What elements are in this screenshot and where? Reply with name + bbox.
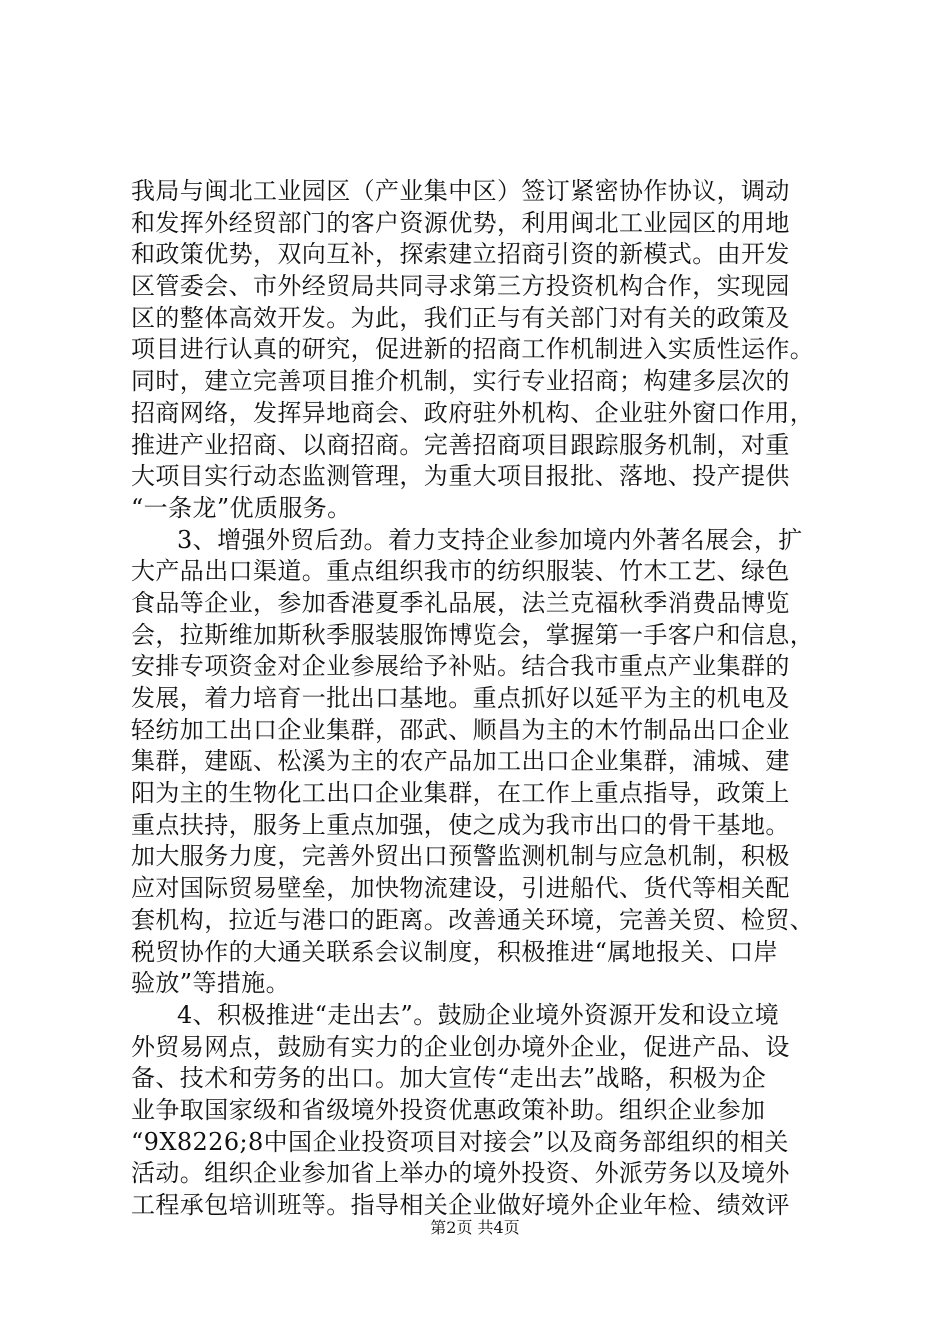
text-line: 外贸易网点，鼓励有实力的企业创办境外企业，促进产品、设	[131, 1032, 790, 1061]
text-line: 推进产业招商、以商招商。完善招商项目跟踪服务机制，对重	[131, 430, 790, 459]
text-line: 区的整体高效开发。为此，我们正与有关部门对有关的政策及	[131, 303, 790, 332]
text-line: 区管委会、市外经贸局共同寻求第三方投资机构合作，实现园	[131, 272, 790, 301]
page-footer: 第2页 共4页	[430, 1218, 520, 1237]
text-line: 安排专项资金对企业参展给予补贴。结合我市重点产业集群的	[131, 652, 790, 681]
text-line: 和发挥外经贸部门的客户资源优势，利用闽北工业园区的用地	[131, 208, 790, 237]
text-line: 3、增强外贸后劲。着力支持企业参加境内外著名展会，扩	[177, 525, 803, 554]
text-line: 食品等企业，参加香港夏季礼品展，法兰克福秋季消费品博览	[131, 588, 790, 617]
text-line: 应对国际贸易壁垒，加快物流建设，引进船代、货代等相关配	[131, 874, 790, 903]
text-line: 发展，着力培育一批出口基地。重点抓好以延平为主的机电及	[131, 684, 790, 712]
text-line: 活动。组织企业参加省上举办的境外投资、外派劳务以及境外	[131, 1159, 790, 1188]
text-line: 招商网络，发挥异地商会、政府驻外机构、企业驻外窗口作用，	[131, 398, 815, 427]
text-line: 集群，建瓯、松溪为主的农产品加工出口企业集群，浦城、建	[131, 747, 790, 776]
text-line: 验放”等措施。	[131, 969, 291, 998]
text-line: 工程承包培训班等。指导相关企业做好境外企业年检、绩效评	[131, 1191, 790, 1219]
text-line: 加大服务力度，完善外贸出口预警监测机制与应急机制，积极	[131, 842, 790, 871]
text-line: 备、技术和劳务的出口。加大宣传“走出去”战略，积极为企	[131, 1064, 767, 1093]
text-line: 和政策优势，双向互补，探索建立招商引资的新模式。由开发	[131, 240, 790, 269]
text-line: 项目进行认真的研究，促进新的招商工作机制进入实质性运作。	[131, 335, 815, 364]
text-line: 阳为主的生物化工出口企业集群，在工作上重点指导，政策上	[131, 779, 790, 808]
text-line: 业争取国家级和省级境外投资优惠政策补助。组织企业参加	[131, 1095, 766, 1124]
document-body	[131, 176, 831, 1222]
text-line: 同时，建立完善项目推介机制，实行专业招商；构建多层次的	[131, 367, 790, 396]
text-line: 套机构，拉近与港口的距离。改善通关环境，完善关贸、检贸、	[131, 905, 815, 934]
text-line: 税贸协作的大通关联系会议制度，积极推进“属地报关、口岸	[131, 937, 779, 966]
text-line: 4、积极推进“走出去”。鼓励企业境外资源开发和设立境	[177, 1000, 780, 1029]
text-line: 我局与闽北工业园区（产业集中区）签订紧密协作协议，调动	[131, 177, 790, 205]
text-line: “9X8226;8中国企业投资项目对接会”以及商务部组织的相关	[131, 1127, 789, 1156]
text-line: 大项目实行动态监测管理，为重大项目报批、落地、投产提供	[131, 462, 790, 491]
text-line: 大产品出口渠道。重点组织我市的纺织服装、竹木工艺、绿色	[131, 557, 790, 586]
text-line: 重点扶持，服务上重点加强，使之成为我市出口的骨干基地。	[131, 810, 790, 839]
text-line: 轻纺加工出口企业集群，邵武、顺昌为主的木竹制品出口企业	[131, 715, 790, 744]
text-line: “一条龙”优质服务。	[131, 493, 352, 522]
text-line: 会，拉斯维加斯秋季服装服饰博览会，掌握第一手客户和信息，	[131, 620, 815, 649]
